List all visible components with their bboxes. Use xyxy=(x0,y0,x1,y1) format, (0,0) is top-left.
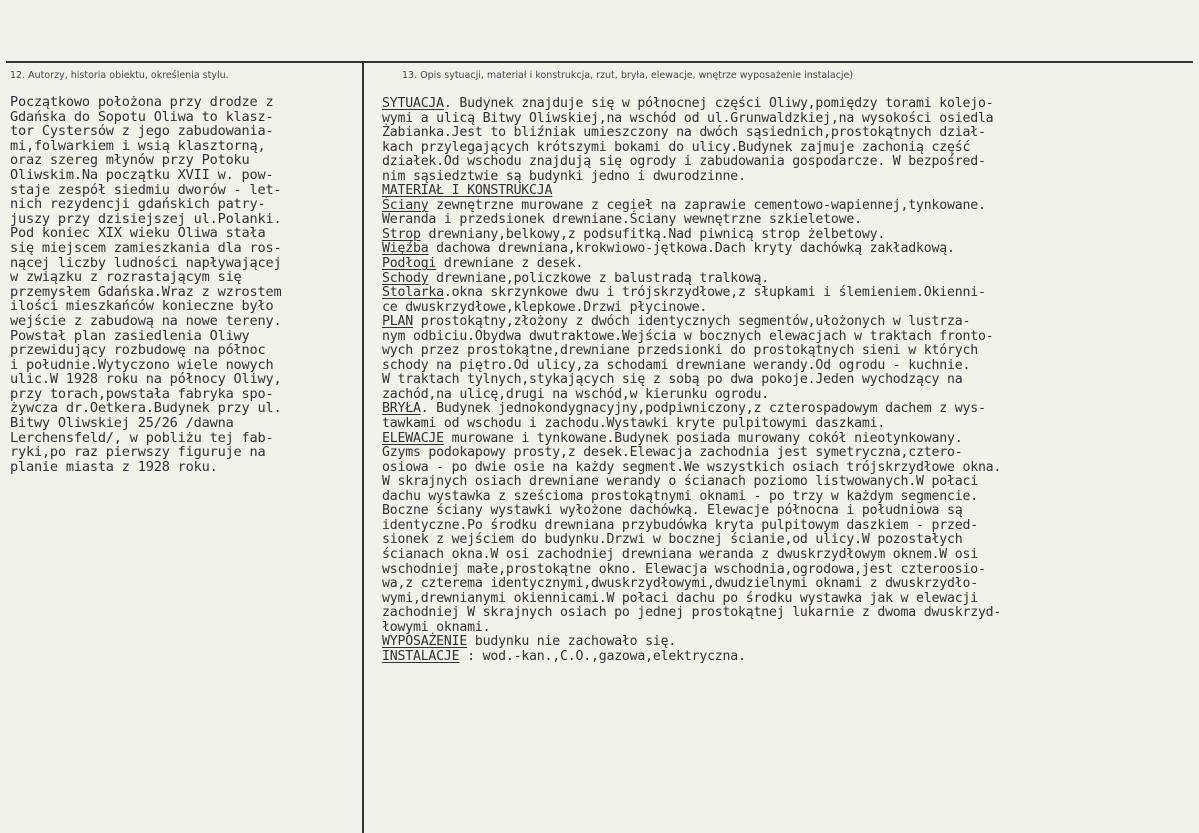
description-line xyxy=(382,359,1001,374)
history-line: ulic.W 1928 roku na północy Oliwy, xyxy=(10,371,282,388)
description-body: W skrajnych osiach drewniane werandy o ścianach poziomo listwowanych.W połaci xyxy=(382,474,978,490)
history-line: Gdańska do Sopotu Oliwa to klasz- xyxy=(10,108,274,125)
description-body: Boczne ściany wystawki wyłożone dachówką. Elewacje północna i południowa są xyxy=(382,503,963,519)
description-line xyxy=(382,446,1001,461)
history-line: w związku z rozrastającym się xyxy=(10,269,242,286)
description-body: wymi,drewnianymi okiennicami.W połaci dachu po środku wystawka jak w elewacji xyxy=(382,590,978,606)
description-body: drewniany,belkowy,z podsufitką.Nad piwnicą strop żelbetowy. xyxy=(420,226,886,242)
description-body: Gzyms podokapowy prosty,z desek.Elewacja zachodnia jest symetryczna,cztero- xyxy=(382,445,963,461)
header-divider xyxy=(6,61,1193,63)
section-heading: WYPOSAŻENIE xyxy=(382,634,468,650)
history-line: oraz szereg młynów przy Potoku xyxy=(10,152,250,169)
section-heading: Strop xyxy=(382,226,421,242)
history-line: planie miasta z 1928 roku. xyxy=(10,458,218,475)
description-line xyxy=(382,272,1001,287)
section-heading: Podłogi xyxy=(382,256,437,272)
description-body: ce dwuskrzydłowe,klepkowe.Drzwi płycinowe. xyxy=(382,299,708,315)
history-line: się miejscem zamieszkania dla ros- xyxy=(10,239,282,256)
left-column-header: 12. Autorzy, historia obiektu, określenia stylu. xyxy=(10,70,229,81)
section-heading: MATERIAŁ I KONSTRUKCJA xyxy=(382,183,553,199)
description-body: wych przez prostokątne,drewniane przedsionki do prostokątnych sieni w których xyxy=(382,343,978,359)
description-body: ścianach okna.W osi zachodniej drewniana weranda z dwuskrzydłowym oknem.W osi xyxy=(382,546,978,562)
history-line: ryki,po raz pierwszy figuruje na xyxy=(10,444,266,461)
description-line xyxy=(382,592,1001,607)
description-line xyxy=(382,97,1001,112)
description-line xyxy=(382,548,1001,563)
description-body: zachodniej W skrajnych osiach po jednej prostokątnej lukarnie z dwoma dwuskrzyd- xyxy=(382,605,1002,621)
history-line: Powstał plan zasiedlenia Oliwy xyxy=(10,327,250,344)
description-body: sionek z wejściem do budynku.Drzwi w bocznej ścianie,od ulicy.W pozostałych xyxy=(382,532,963,548)
description-line xyxy=(382,213,1001,228)
section-heading: ELEWACJE xyxy=(382,430,444,446)
description-body: zewnętrzne murowane z cegieł na zaprawie cementowo-wapiennej,tynkowane. xyxy=(428,197,986,213)
description-line xyxy=(382,388,1001,403)
section-heading: Więźba xyxy=(382,241,429,257)
description-body: osiowa - po dwie osie na każdy segment.We wszystkich osiach trójskrzydłowe okna. xyxy=(382,459,1002,475)
description-body: .okna skrzynkowe dwu i trójskrzydłowe,z słupkami i ślemieniem.Okienni- xyxy=(443,285,986,301)
description-line xyxy=(382,373,1001,388)
description-body: budynku nie zachowało się. xyxy=(467,634,677,650)
description-body: łowymi oknami. xyxy=(382,619,491,635)
section-heading: BRYŁA xyxy=(382,401,421,417)
description-line xyxy=(382,563,1001,578)
description-line xyxy=(382,344,1001,359)
history-line: Początkowo położona przy drodze z xyxy=(10,94,274,110)
description-line xyxy=(382,402,1001,417)
history-line: przemysłem Gdańska.Wraz z wzrostem xyxy=(10,283,282,300)
description-line xyxy=(382,635,1001,650)
description-body: Weranda i przedsionek drewniane.Ściany wewnętrzne szkieletowe. xyxy=(382,212,862,228)
description-body: zachód,na ulicę,drugi na wschód,w kierunku ogrodu. xyxy=(382,386,769,402)
description-line xyxy=(382,577,1001,592)
description-body: wa,z czterema identycznymi,dwuskrzydłowymi,dwudzielnymi oknami z dwuskrzydło- xyxy=(382,576,978,592)
description-line xyxy=(382,417,1001,432)
description-body: tawkami od wschodu i zachodu.Wystawki kryte pulpitowymi daszkami. xyxy=(382,416,886,432)
description-body: nym odbiciu.Obydwa dwutraktowe.Wejścia w bocznych elewacjach w traktach fronto- xyxy=(382,328,994,344)
description-line xyxy=(382,184,1001,199)
description-line xyxy=(382,533,1001,548)
history-line: Lerchensfeld/, w pobliżu tej fab- xyxy=(10,429,274,446)
history-line: nich rezydencji gdańskich patry- xyxy=(10,196,266,213)
description-line xyxy=(382,315,1001,330)
description-body: murowane i tynkowane.Budynek posiada murowany cokół nieotynkowany. xyxy=(443,430,963,446)
history-line: wejście z zabudową na nowe tereny. xyxy=(10,312,282,329)
description-line xyxy=(382,432,1001,447)
description-body: nim sąsiedztwie są budynki jedno i dwurodzinne. xyxy=(382,168,746,184)
history-line: przewidujący rozbudowę na północ xyxy=(10,342,266,359)
description-body: : wod.-kan.,C.O.,gazowa,elektryczna. xyxy=(459,648,746,664)
description-line xyxy=(382,650,1001,665)
description-body: . Budynek jednokondygnacyjny,podpiwniczony,z czterospadowym dachem z wys- xyxy=(420,401,986,417)
description-body: schody na piętro.Od ulicy,za schodami drewniane werandy.Od ogrodu - kuchnie. xyxy=(382,357,971,373)
column-divider xyxy=(362,62,364,833)
description-body: wschodniej małe,prostokątne okno. Elewacja wschodnia,ogrodowa,jest czteroosio- xyxy=(382,561,986,577)
description-body: W traktach tylnych,stykających się z sobą po dwa pokoje.Jeden wychodzący na xyxy=(382,372,963,388)
description-body: kach przylegających krótszymi bokami do ulicy.Budynek zajmuje zachonią część xyxy=(382,139,971,155)
description-line xyxy=(382,606,1001,621)
description-body: działek.Od wschodu znajdują się ogrody i zabudowania gospodarcze. W bezpośred- xyxy=(382,154,986,170)
history-line: ilości mieszkańców konieczne było xyxy=(10,298,274,315)
history-line: przy torach,powstała fabryka spo- xyxy=(10,385,274,402)
section-heading: INSTALACJE xyxy=(382,648,460,664)
description-line xyxy=(382,475,1001,490)
description-line xyxy=(382,170,1001,185)
section-heading: SYTUACJA xyxy=(382,96,444,111)
history-text xyxy=(10,95,281,474)
section-heading: PLAN xyxy=(382,314,413,330)
description-line xyxy=(382,257,1001,272)
description-body: Żabianka.Jest to bliźniak umieszczony na dwóch sąsiednich,prostokątnych dział- xyxy=(382,125,986,141)
history-line: tor Cystersów z jego zabudowania- xyxy=(10,123,274,140)
description-line xyxy=(382,242,1001,257)
section-heading: Stolarka xyxy=(382,285,444,301)
description-body: identyczne.Po środku drewniana przybudówka kryta pulpitowym daszkiem - przed- xyxy=(382,517,978,533)
description-body: dachu wystawka z sześcioma prostokątnymi oknami - po trzy w każdym segmencie. xyxy=(382,488,978,504)
history-line: mi,folwarkiem i wsią klasztorną, xyxy=(10,137,266,154)
description-line xyxy=(382,504,1001,519)
history-line: żywcza dr.Oetkera.Budynek przy ul. xyxy=(10,400,282,417)
history-line: i południe.Wytyczono wiele nowych xyxy=(10,356,274,373)
history-line: staje zespół siedmiu dworów - let- xyxy=(10,181,282,198)
description-body: dachowa drewniana,krokwiowo-jętkowa.Dach kryty dachówką zakładkową. xyxy=(428,241,955,257)
description-line xyxy=(382,141,1001,156)
right-column-header: 13. Opis sytuacji, materiał i konstrukcja, rzut, bryła, elewacje, wnętrze wyposażenie instalacje) xyxy=(402,70,854,81)
history-line: nącej liczby ludności napływającej xyxy=(10,254,282,271)
description-body: drewniane z desek. xyxy=(436,256,584,272)
history-line: Pod koniec XIX wieku Oliwa stała xyxy=(10,225,266,242)
description-line xyxy=(382,286,1001,301)
description-body: drewniane,policzkowe z balustradą tralkową. xyxy=(428,270,769,286)
description-line xyxy=(382,112,1001,127)
history-line: juszy przy dzisiejszej ul.Polanki. xyxy=(10,210,282,227)
description-text xyxy=(382,97,1001,664)
section-heading: Ściany xyxy=(382,197,429,213)
description-body: . Budynek znajduje się w północnej części Oliwy,pomiędzy torami kolejo- xyxy=(443,96,994,111)
section-heading: Schody xyxy=(382,270,429,286)
description-body: wymi a ulicą Bitwy Oliwskiej,na wschód od ul.Grunwaldzkiej,na wysokości osiedla xyxy=(382,110,994,126)
description-line xyxy=(382,126,1001,141)
history-line: Bitwy Oliwskiej 25/26 /dawna xyxy=(10,415,234,432)
history-line: Oliwskim.Na początku XVII w. pow- xyxy=(10,166,274,183)
description-line xyxy=(382,155,1001,170)
description-body: prostokątny,złożony z dwóch identycznych segmentów,ułożonych w lustrza- xyxy=(412,314,971,330)
